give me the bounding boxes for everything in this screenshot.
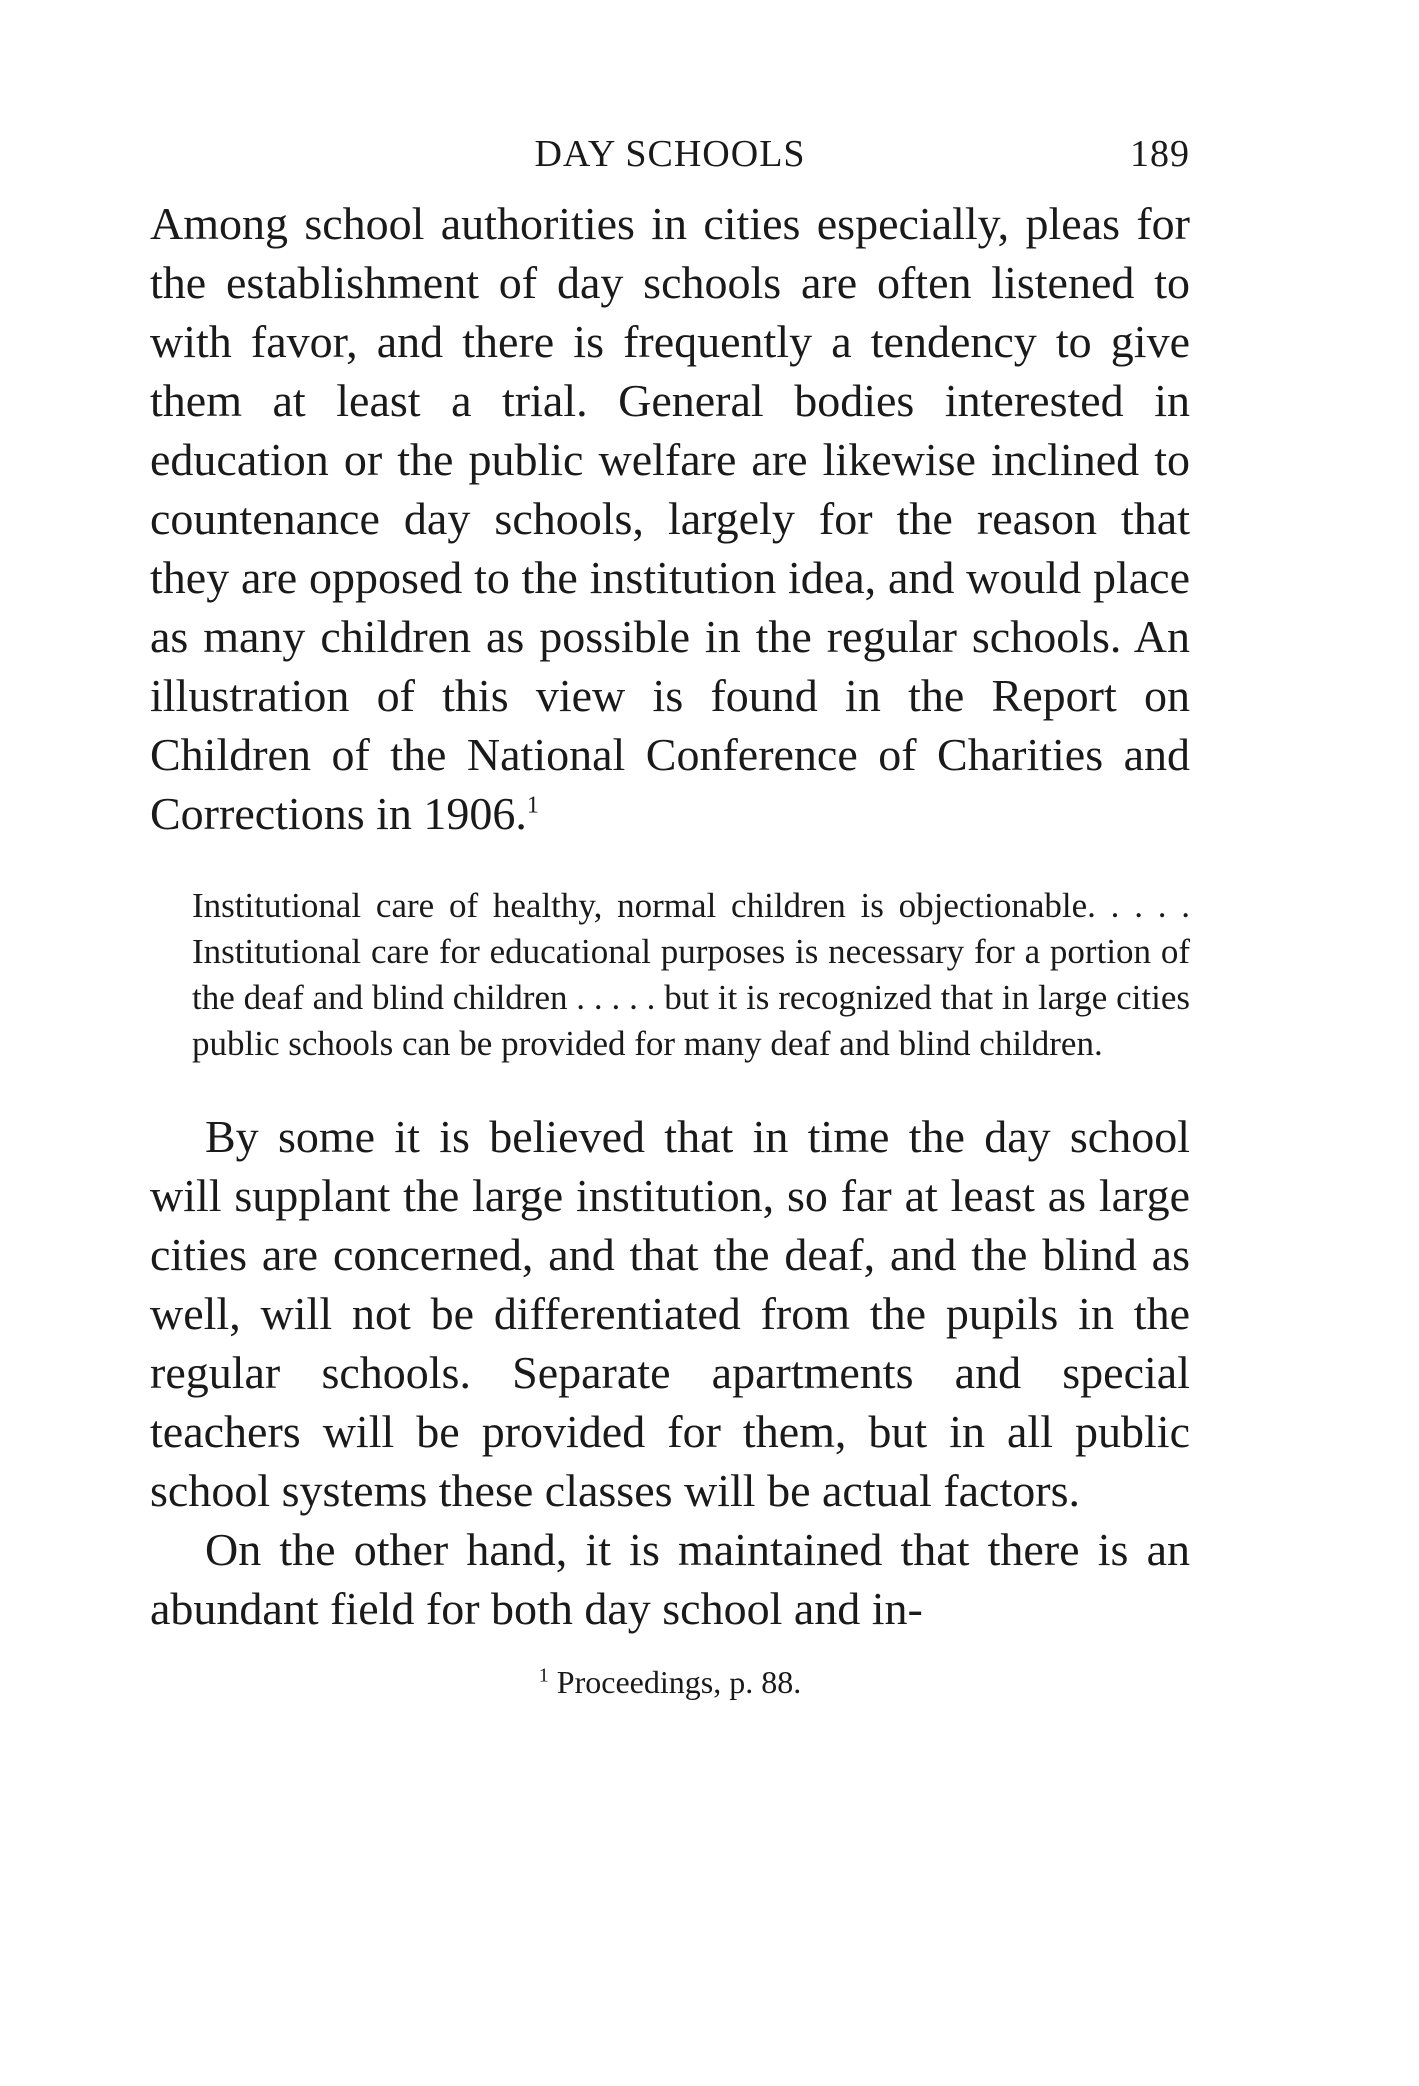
footnote-text: Proceedings, p. 88. [556,1664,802,1700]
block-quote: Institutional care of healthy, normal children is objectionable. . . . . Institutional care for educational purposes is necessary for a portion of the deaf and blind children . . . . . but it is recognized that in large cities public schools can be provided for many deaf and blind children. [192,886,1190,1063]
page-number: 189 [1130,133,1190,175]
book-page [150,120,1190,1701]
footnote-reference: 1 [526,792,539,819]
running-head [150,120,1190,180]
body-paragraph-2: By some it is believed that in time the day school will supplant the large institution, so far at least as large cities are concerned, and that the deaf, and the blind as well, will not be differentiated from the pupils in the regular schools. Separate apartments and special teachers will be provided for them, but in all public school systems these classes will be actual factors. [150,1111,1190,1516]
body-paragraph-1 [150,194,1190,843]
footnote-marker: 1 [538,1664,549,1687]
paragraph-1-text: Among school authorities in cities especially, pleas for the establishment of day schools are often listened to with favor, and there is frequently a tendency to give them at least a trial. General bodies interested in education or the public welfare are likewise inclined to countenance day schools, largely for the reason that they are opposed to the institution idea, and would place as many children as possible in the regular schools. An illustration of this view is found in the Report on Children of the National Conference of Charities and Corrections in 1906. [150,198,1190,839]
body-paragraph-3: On the other hand, it is maintained that there is an abundant field for both day school and in- [150,1524,1190,1634]
footnote [150,1664,1190,1701]
running-head-title: DAY SCHOOLS [534,133,806,175]
